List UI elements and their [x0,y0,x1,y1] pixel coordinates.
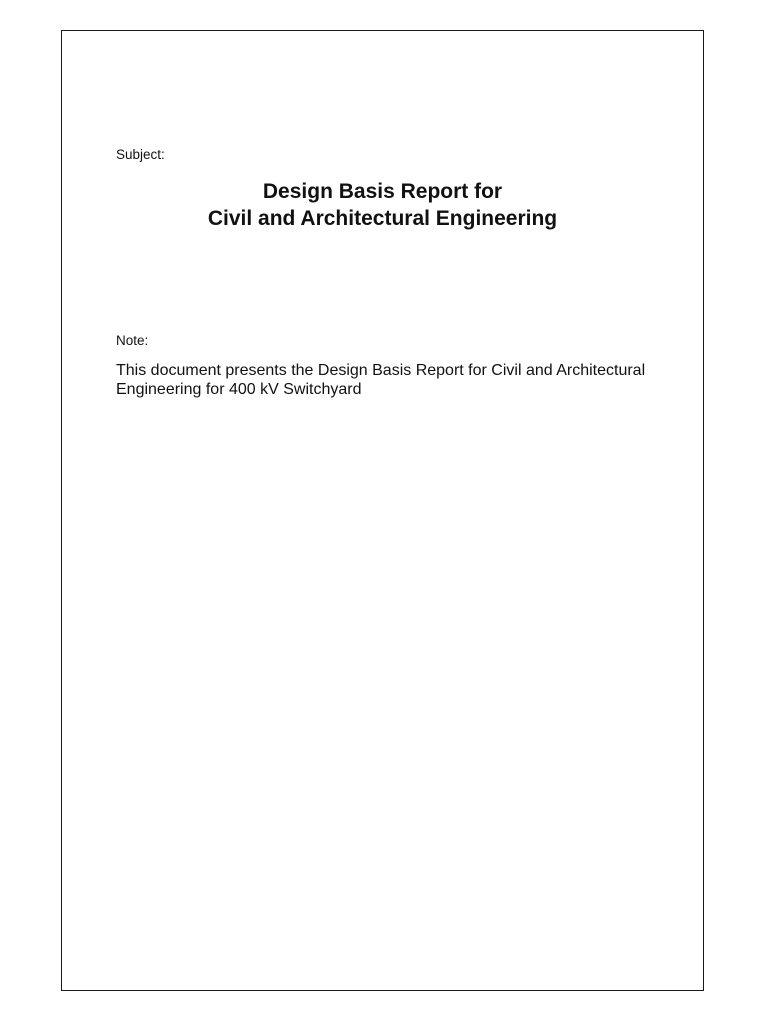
page-frame [61,30,704,991]
title-line-1: Design Basis Report for [262,180,503,203]
note-text [116,361,691,399]
note-text-line-1: This document presents the Design Basis Report for Civil and Architectural [116,362,646,379]
note-label: Note: [116,333,149,348]
note-text-line-2: Engineering for 400 kV Switchyard [116,381,362,398]
subject-label: Subject: [116,147,165,162]
title-line-2: Civil and Architectural Engineering [207,207,558,230]
document-title [62,178,703,232]
